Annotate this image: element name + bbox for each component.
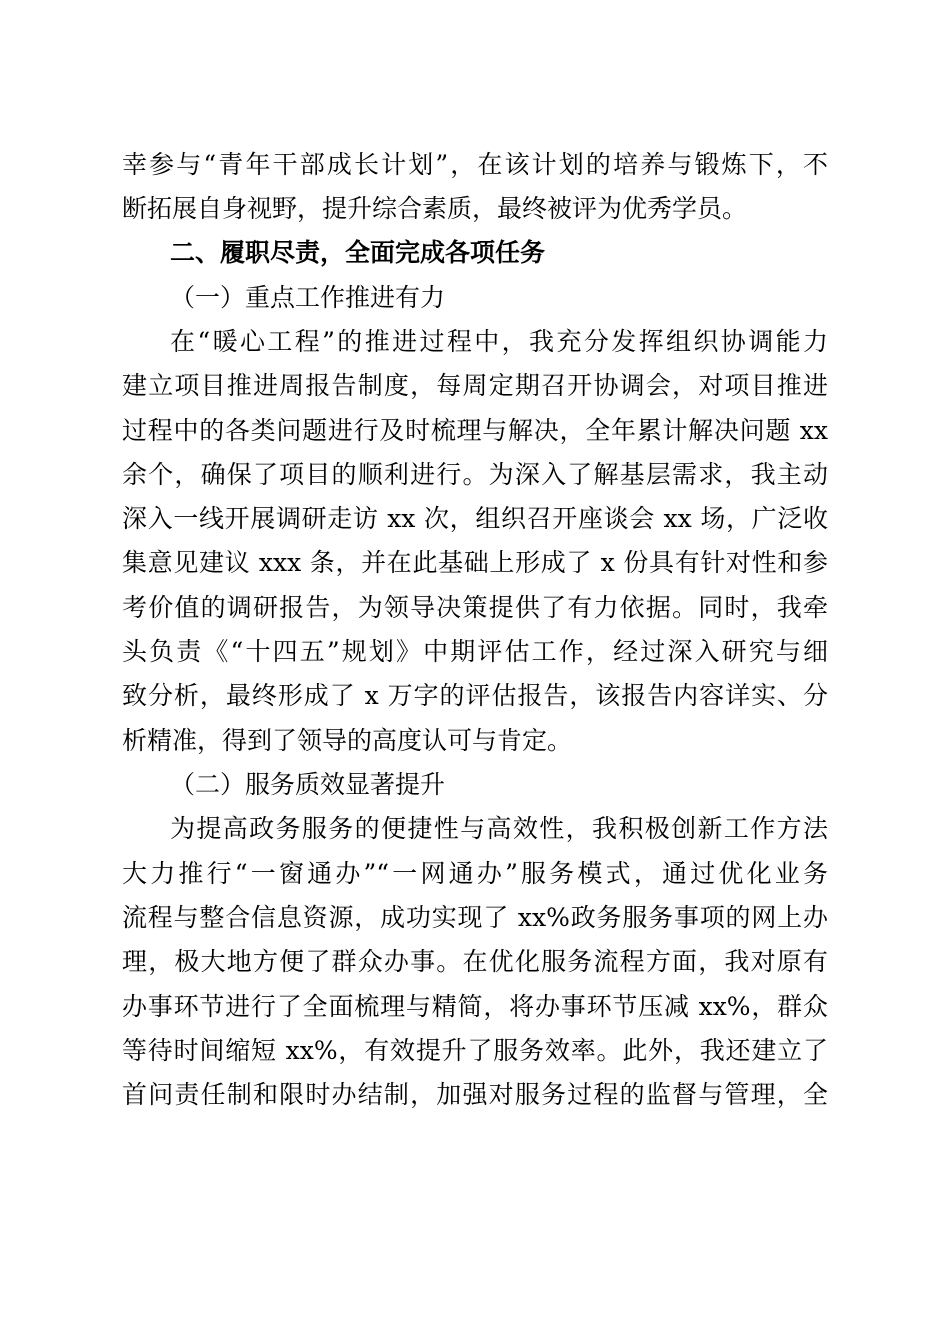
paragraph-line: 等待时间缩短 xx%，有效提升了服务效率。此外，我还建立了 (122, 1036, 828, 1065)
subsection-heading: （一）重点工作推进有力 (170, 283, 446, 312)
paragraph-line: 首问责任制和限时办结制，加强对服务过程的监督与管理，全 (122, 1080, 828, 1109)
paragraph-line: 头负责《“十四五”规划》中期评估工作，经过深入研究与细 (122, 637, 828, 666)
paragraph-line: 在“暖心工程”的推进过程中，我充分发挥组织协调能力 (170, 327, 828, 356)
paragraph-line: 为提高政务服务的便捷性与高效性，我积极创新工作方法 (170, 814, 828, 843)
paragraph-line: 析精准，得到了领导的高度认可与肯定。 (122, 726, 573, 755)
paragraph-line: 致分析，最终形成了 x 万字的评估报告，该报告内容详实、分 (122, 681, 828, 710)
paragraph-line: 深入一线开展调研走访 xx 次，组织召开座谈会 xx 场，广泛收 (122, 504, 828, 533)
paragraph-line: 建立项目推进周报告制度，每周定期召开协调会，对项目推进 (122, 371, 828, 400)
paragraph-line: 考价值的调研报告，为领导决策提供了有力依据。同时，我牵 (122, 593, 828, 622)
subsection-heading: （二）服务质效显著提升 (170, 770, 446, 799)
section-heading: 二、履职尽责，全面完成各项任务 (170, 238, 546, 267)
paragraph-line: 理，极大地方便了群众办事。在优化服务流程方面，我对原有 (122, 947, 828, 976)
paragraph-line: 办事环节进行了全面梳理与精简，将办事环节压减 xx%，群众 (122, 992, 828, 1021)
paragraph-line: 流程与整合信息资源，成功实现了 xx%政务服务事项的网上办 (122, 903, 828, 932)
paragraph-line: 集意见建议 xxx 条，并在此基础上形成了 x 份具有针对性和参 (122, 548, 828, 577)
paragraph-line: 幸参与“青年干部成长计划”，在该计划的培养与锻炼下，不 (122, 150, 828, 179)
paragraph-line: 过程中的各类问题进行及时梳理与解决，全年累计解决问题 xx (122, 416, 828, 445)
paragraph-line: 余个，确保了项目的顺利进行。为深入了解基层需求，我主动 (122, 460, 828, 489)
paragraph-line: 断拓展自身视野，提升综合素质，最终被评为优秀学员。 (122, 194, 748, 223)
paragraph-line: 大力推行“一窗通办”“一网通办”服务模式，通过优化业务 (122, 859, 828, 888)
